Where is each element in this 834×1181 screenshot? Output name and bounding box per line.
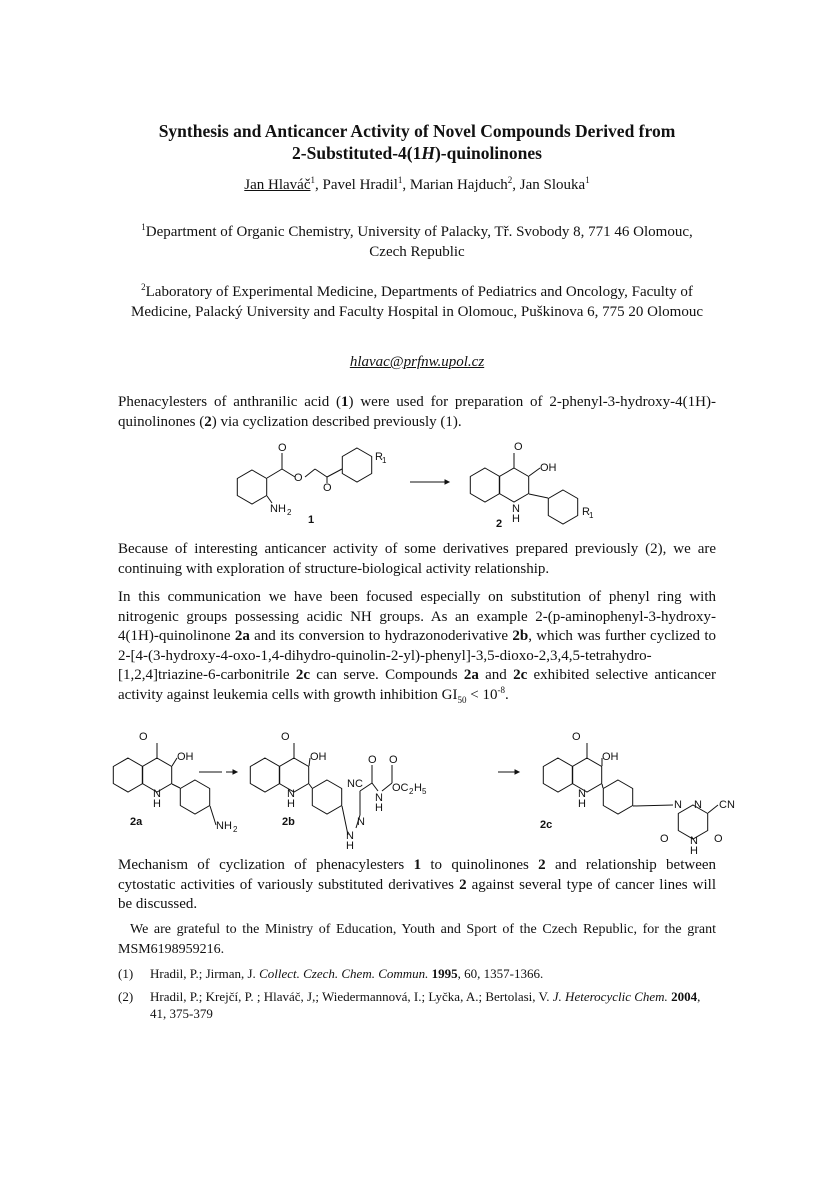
reference-1: (1) Hradil, P.; Jirman, J. Collect. Czech. Chem. Commun. 1995, 60, 1357-1366. [118,966,544,981]
affiliation-1: $^1$Department of Organic Chemistry, University of Palacky, Tř. Svobody 8, 771 46 Olomouc, Czech Republic [141,222,693,260]
bond-line [529,494,548,498]
bond-line [172,784,180,788]
svg-text:O: O [714,833,723,845]
paragraph-mechanism: Mechanism of cyclization of phenacylesters 1 to quinolinones 2 and relationship between cytostatic activities of variously substituted derivatives 2 against several type of cancer lines will be discussed. [118,857,717,913]
svg-text:N: N [694,799,702,811]
svg-text:OH: OH [540,462,557,474]
bond-line [305,469,315,477]
svg-text:NH: NH [270,503,286,515]
svg-text:O: O [660,833,669,845]
bond-line [529,468,540,476]
email-link[interactable]: hlavac@prfnw.upol.cz [349,354,485,370]
svg-text:H: H [153,798,161,810]
quinolinone-benzo-ring [470,468,499,502]
author-list: Jan Hlaváč$^1$, Pavel Hradil$^1$, Marian Hajduch$^2$, Jan Slouka$^1$ [244,175,590,193]
bond-line [315,469,327,477]
svg-text:N: N [512,503,520,515]
svg-text:H: H [690,845,698,857]
bond-line [708,805,718,813]
author-name: Jan Slouka [519,177,586,193]
reference-2: (2) Hradil, P.; Krejčí, P. ; Hlaváč, J,; Wiedermannová, I.; Lyčka, A.; Bertolasi, V. J. Heterocyclic Chem. 2004, 41, 375-379 [118,989,701,1021]
svg-text:N: N [357,816,365,828]
svg-text:1: 1 [308,514,315,526]
paper-title: Synthesis and Anticancer Activity of Novel Compounds Derived from 2-Substituted-4(1H)-quinolinones [158,121,676,163]
reaction-scheme-2 [110,725,735,857]
svg-text:2: 2 [233,825,238,834]
svg-text:2: 2 [287,508,292,517]
svg-text:O: O [323,482,332,494]
svg-text:2c: 2c [540,819,553,831]
bond-line [267,496,272,503]
bond-line [267,469,282,478]
svg-text:O: O [139,731,148,743]
svg-text:R: R [375,451,383,463]
svg-text:R: R [582,506,590,518]
quinolinone-pyridone-ring [142,758,171,792]
reaction-scheme-1 [220,435,620,535]
affiliation-2: $^2$Laboratory of Experimental Medicine, Departments of Pediatrics and Oncology, Faculty of Medicine, Palacký University and Faculty Hospital in Olomouc, Puškinova 6, 775 20 Olomouc [130,282,703,320]
quinolinone-benzo-ring [113,758,142,792]
svg-text:O: O [572,731,581,743]
bond-line [372,783,378,791]
svg-text:O: O [294,472,303,484]
svg-text:O: O [278,442,287,454]
bond-line [602,784,603,788]
svg-text:O: O [514,441,523,453]
svg-text:1: 1 [589,511,594,520]
svg-text:2: 2 [496,518,503,530]
svg-text:N: N [674,799,682,811]
svg-text:H: H [287,798,295,810]
svg-text:O: O [281,731,290,743]
author-name: Pavel Hradil [322,177,398,193]
svg-text:NC: NC [347,778,363,790]
svg-text:H: H [414,782,422,794]
svg-text:H: H [578,798,586,810]
svg-text:CN: CN [719,799,735,811]
svg-text:OC: OC [392,782,409,794]
bond-line [382,783,392,791]
svg-text:H: H [375,802,383,814]
svg-text:2: 2 [409,787,414,796]
quinolinone-pyridone-ring [499,468,528,502]
svg-text:O: O [368,754,377,766]
svg-text:NH: NH [216,820,232,832]
svg-text:OH: OH [310,751,327,763]
benzene-ring [237,470,266,504]
bond-line [327,469,342,477]
svg-text:2b: 2b [282,816,295,828]
paragraph-background: Because of interesting anticancer activity of some derivatives prepared previously (2), we are continuing with exploration of structure-biological activity relationship. [118,541,716,577]
svg-text:N: N [578,788,586,800]
svg-text:2a: 2a [130,816,143,828]
quinolinone-benzo-ring [250,758,279,792]
svg-text:N: N [346,830,354,842]
svg-text:5: 5 [422,787,427,796]
phenyl-ring [548,490,577,524]
svg-text:H: H [346,840,354,852]
paragraph-intro: Phenacylesters of anthranilic acid (1) were used for preparation of 2-phenyl-3-hydroxy-4(1H)-quinolinones (2) via cyclization described previously (1). [118,394,716,430]
phenyl-ring [342,448,371,482]
author-name: Marian Hajduch [409,177,508,193]
bond-line [633,805,673,806]
svg-text:N: N [375,792,383,804]
phenyl-ring [180,780,209,814]
svg-text:H: H [512,513,520,525]
triazine-ring [678,805,707,839]
quinolinone-pyridone-ring [279,758,308,792]
quinolinone-pyridone-ring [572,758,601,792]
svg-text:N: N [287,788,295,800]
phenyl-ring [603,780,632,814]
svg-text:OH: OH [177,751,194,763]
svg-text:1: 1 [382,456,387,465]
quinolinone-benzo-ring [543,758,572,792]
svg-text:N: N [690,835,698,847]
svg-text:OH: OH [602,751,619,763]
phenyl-ring [312,780,341,814]
author-name: Jan Hlaváč [244,177,311,193]
acknowledgement: We are grateful to the Ministry of Education, Youth and Sport of the Czech Republic, for the grant MSM6198959216. [118,922,716,957]
paragraph-communication: In this communication we have been focused especially on substitution of phenyl ring with nitrogenic groups possessing acidic NH groups. As an example 2-(p-aminophenyl-3-hydroxy-4(1H)-quinolinone 2a and its conversion to hydrazonoderivative 2b, which was further cyclized to 2-[4-(3-hydroxy-4-oxo-1,4-dihydro-quinolin-2-yl)-phenyl]-3,5-dioxo-2,3,4,5-tetrahydro-[1,2,4]triazine-6-carbonitrile 2c can serve. Compounds 2a and 2c exhibited selective anticancer activity against leukemia cells with growth inhibition $GI_{50} < 10^{-8}$. [118,589,716,705]
bond-line [309,784,312,788]
svg-text:O: O [389,754,398,766]
svg-text:N: N [153,788,161,800]
